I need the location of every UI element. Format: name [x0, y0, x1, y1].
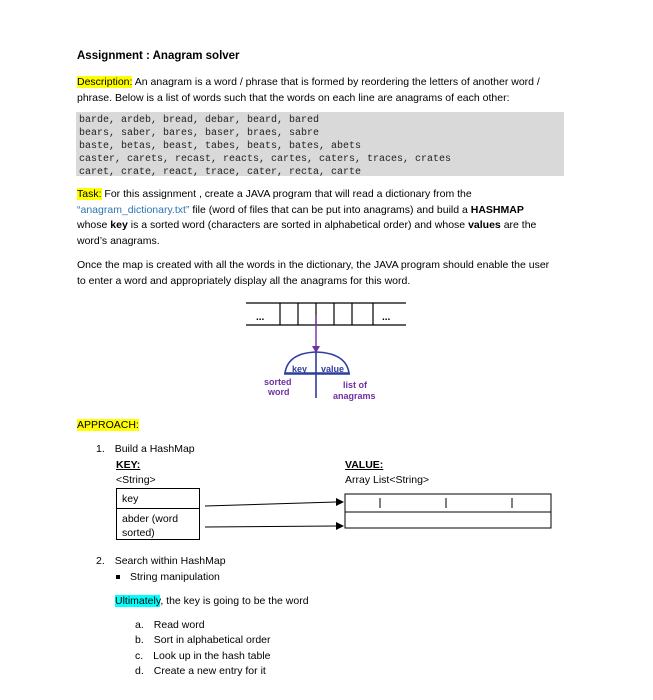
substep — [135, 650, 271, 662]
task-line4: word’s anagrams. — [77, 234, 160, 247]
substep-letter: d. — [135, 665, 144, 677]
approach-label: APPROACH: — [77, 419, 139, 431]
anagram-line: bears, saber, bares, baser, braes, sabre — [79, 128, 320, 139]
mapping-arrow-line — [205, 526, 336, 527]
anagram-line: caster, carets, recast, reacts, cartes, caters, traces, crates — [79, 154, 452, 165]
ultimately-highlight: Ultimately — [115, 595, 161, 607]
key-type: <String> — [116, 474, 156, 486]
sorted-word-label: sorted — [264, 377, 292, 387]
description-line1: An anagram is a word / phrase that is formed by reordering the letters of another word / — [132, 76, 540, 88]
value-header: VALUE: — [345, 459, 384, 471]
anagram-list-box — [76, 112, 564, 176]
value-list-box — [345, 494, 551, 512]
sorted-word-label-2: word — [268, 387, 290, 397]
task-label: Task: — [77, 188, 102, 200]
step-2-number: 2. — [96, 555, 105, 567]
task-line3-mid: is a sorted word (characters are sorted in alphabetical order) and whose — [127, 219, 469, 231]
description-paragraph — [77, 75, 577, 106]
step-1-number: 1. — [96, 443, 105, 455]
key-value-mapping-diagram — [200, 488, 560, 538]
task-line3-end: are the — [500, 219, 537, 231]
anagram-line: caret, crate, react, trace, cater, recta, carte — [79, 167, 362, 178]
hashtable-diagram — [240, 298, 420, 408]
ultimately-rest: , the key is going to be the word — [160, 595, 309, 607]
arrow-head-icon — [336, 522, 344, 530]
values-term: values — [468, 219, 501, 231]
ellipsis-right: ... — [382, 312, 391, 323]
description-label: Description: — [77, 76, 133, 88]
square-bullet-icon — [116, 575, 120, 579]
substep-text: Read word — [153, 619, 205, 631]
step-2 — [96, 555, 226, 567]
mapping-arrow-line — [205, 502, 336, 506]
task-line3-start: whose — [77, 219, 111, 231]
step-1 — [96, 443, 195, 455]
hashmap-term: HASHMAP — [470, 203, 524, 216]
step-1-text: Build a HashMap — [114, 443, 195, 455]
ellipsis-left: ... — [256, 312, 265, 323]
substep-text: Create a new entry for it — [153, 665, 266, 677]
task-line2: file (word of files that can be put into anagrams) and build a — [189, 203, 471, 216]
substep — [135, 665, 266, 677]
approach-heading — [77, 419, 139, 431]
step-2-text: Search within HashMap — [114, 555, 226, 567]
task-paragraph — [77, 187, 597, 249]
substep — [135, 634, 271, 646]
sorted-key-line1: abder (word — [122, 513, 179, 525]
substep-text: Look up in the hash table — [153, 650, 271, 662]
substep-letter: a. — [135, 619, 144, 631]
key-cell — [116, 488, 200, 509]
value-list-box — [345, 512, 551, 528]
sorted-key-line2: sorted) — [122, 527, 155, 539]
sorted-key-cell — [116, 508, 200, 540]
substep-letter: b. — [135, 634, 144, 646]
dictionary-filename: “anagram_dictionary.txt” — [77, 203, 190, 216]
map-line2: to enter a word and appropriately display all the anagrams for this word. — [77, 274, 411, 287]
ultimately-line — [115, 595, 309, 607]
key-header: KEY: — [116, 459, 141, 471]
bullet-item — [116, 571, 220, 583]
anagram-line: baste, betas, beast, tabes, beats, bates, abets — [79, 141, 362, 152]
key-term: key — [110, 219, 128, 231]
list-of-anagrams-label-2: anagrams — [333, 391, 376, 401]
list-of-anagrams-label: list of — [343, 380, 367, 390]
value-type: Array List<String> — [345, 474, 430, 486]
arrow-head-icon — [336, 498, 344, 506]
anagram-line: barde, ardeb, bread, debar, beard, bared — [79, 115, 320, 126]
task-line1: For this assignment , create a JAVA program that will read a dictionary from the — [101, 188, 472, 200]
key-label: key — [292, 364, 308, 374]
substep-letter: c. — [135, 650, 144, 662]
key-cell-text: key — [122, 493, 139, 505]
bullet-text: String manipulation — [130, 571, 220, 583]
map-paragraph — [77, 258, 597, 289]
substep — [135, 619, 205, 631]
substep-text: Sort in alphabetical order — [153, 634, 271, 646]
description-line2: phrase. Below is a list of words such that the words on each line are anagrams of each other: — [77, 91, 510, 104]
value-label: value — [321, 364, 345, 374]
map-line1: Once the map is created with all the words in the dictionary, the JAVA program should enable the user — [77, 259, 550, 271]
assignment-title: Assignment : Anagram solver — [77, 50, 240, 62]
